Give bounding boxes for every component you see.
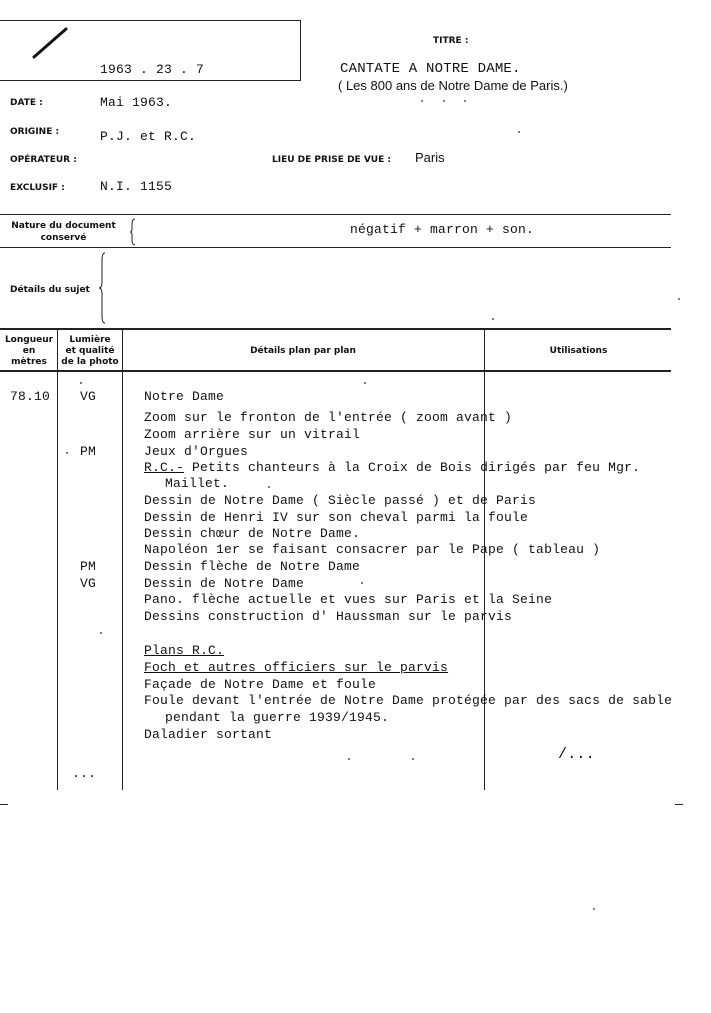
nature-label-line-2: conservé	[40, 233, 87, 243]
detail-row: Dessin chœur de Notre Dame.	[144, 526, 361, 541]
speck	[100, 632, 102, 634]
speck	[80, 382, 82, 384]
detail-row: Zoom sur le fronton de l'entrée ( zoom avant )	[144, 410, 513, 425]
speck	[464, 100, 466, 102]
date-label: DATE :	[10, 98, 43, 108]
nature-value: négatif + marron + son.	[350, 222, 535, 237]
detail-row: Jeux d'Orgues	[144, 444, 249, 459]
slash-mark	[30, 26, 70, 60]
col-lumiere-line-2: et qualité	[65, 346, 115, 356]
exclusif-value: N.I. 1155	[100, 179, 173, 194]
col-longueur-line-2: en	[22, 346, 36, 356]
speck	[492, 318, 494, 320]
detail-row	[144, 460, 640, 475]
title-line-2: ( Les 800 ans de Notre Dame de Paris.)	[338, 78, 568, 93]
speck	[361, 582, 363, 584]
detail-row: Dessin de Notre Dame	[144, 576, 305, 591]
detail-row: Dessin de Notre Dame ( Siècle passé ) et de Paris	[144, 493, 537, 508]
details-brace	[99, 252, 108, 324]
detail-row: Daladier sortant	[144, 727, 273, 742]
speck	[593, 908, 595, 910]
col-details-header: Détails plan par plan	[250, 346, 356, 356]
detail-row: pendant la guerre 1939/1945.	[165, 710, 390, 725]
speck	[66, 452, 68, 454]
nature-label-line-1: Nature du document	[11, 221, 116, 231]
detail-row: Dessins construction d' Haussman sur le parvis	[144, 609, 513, 624]
speck	[268, 486, 270, 488]
quality-code: VG	[80, 576, 97, 591]
detail-row: Napoléon 1er se faisant consacrer par le Pape ( tableau )	[144, 542, 601, 557]
speck	[678, 298, 680, 300]
speck	[412, 758, 414, 760]
col-utilisations-header: Utilisations	[549, 346, 608, 356]
quality-code: PM	[80, 444, 97, 459]
titre-label: TITRE :	[433, 36, 469, 46]
rc-prefix: R.C.-	[144, 460, 185, 475]
speck	[421, 100, 423, 102]
detail-row: Maillet.	[165, 476, 230, 491]
detail-row: Zoom arrière sur un vitrail	[144, 427, 361, 442]
table-col-divider-2	[122, 328, 123, 790]
section-heading: Plans R.C.	[144, 643, 225, 658]
nature-bottom-rule	[0, 247, 671, 248]
table-col-divider-3	[484, 328, 485, 790]
detail-row: Notre Dame	[144, 389, 225, 404]
table-header-rule	[0, 370, 671, 372]
speck	[443, 100, 445, 102]
nature-top-rule	[0, 214, 671, 215]
origine-label: ORIGINE :	[10, 127, 60, 137]
ellipsis: ...	[72, 766, 97, 781]
detail-row: Dessin flèche de Notre Dame	[144, 559, 361, 574]
header-right-rule	[300, 20, 301, 80]
length-value: 78.10	[10, 389, 51, 404]
rc-text: Petits chanteurs à la Croix de Bois dirigés par feu Mgr.	[184, 460, 641, 475]
detail-row: Foule devant l'entrée de Notre Dame protégée par des sacs de sable	[144, 693, 673, 708]
detail-row: Façade de Notre Dame et foule	[144, 677, 377, 692]
header-top-rule	[0, 20, 301, 21]
col-longueur-line-3: mètres	[11, 357, 47, 367]
quality-code: VG	[80, 389, 97, 404]
speck	[518, 131, 520, 133]
table-top-rule	[0, 328, 671, 330]
header-bottom-rule	[0, 80, 301, 81]
nature-brace	[130, 218, 138, 246]
lieu-label: LIEU DE PRISE DE VUE :	[272, 155, 391, 165]
detail-row: Foch et autres officiers sur le parvis	[144, 660, 449, 675]
page-right-rule	[675, 804, 683, 805]
col-lumiere-line-1: Lumière	[69, 335, 111, 345]
col-longueur-line-1: Longueur	[4, 335, 54, 345]
date-value: Mai 1963.	[100, 95, 173, 110]
quality-code: PM	[80, 559, 97, 574]
speck	[364, 382, 366, 384]
exclusif-label: EXCLUSIF :	[10, 183, 65, 193]
reference-number: 1963 . 23 . 7	[100, 62, 205, 77]
details-sujet-label: Détails du sujet	[10, 285, 90, 295]
continuation-mark: /...	[558, 746, 595, 763]
col-lumiere-line-3: de la photo	[61, 357, 119, 367]
lieu-value: Paris	[415, 150, 445, 165]
detail-row: Pano. flèche actuelle et vues sur Paris et la Seine	[144, 592, 553, 607]
speck	[348, 758, 350, 760]
detail-row: Dessin de Henri IV sur son cheval parmi la foule	[144, 510, 529, 525]
origine-value: P.J. et R.C.	[100, 129, 197, 144]
operateur-label: OPÉRATEUR :	[10, 155, 77, 165]
page-left-rule	[0, 804, 8, 805]
table-col-divider-1	[57, 328, 58, 790]
title-line-1: CANTATE A NOTRE DAME.	[340, 61, 521, 77]
